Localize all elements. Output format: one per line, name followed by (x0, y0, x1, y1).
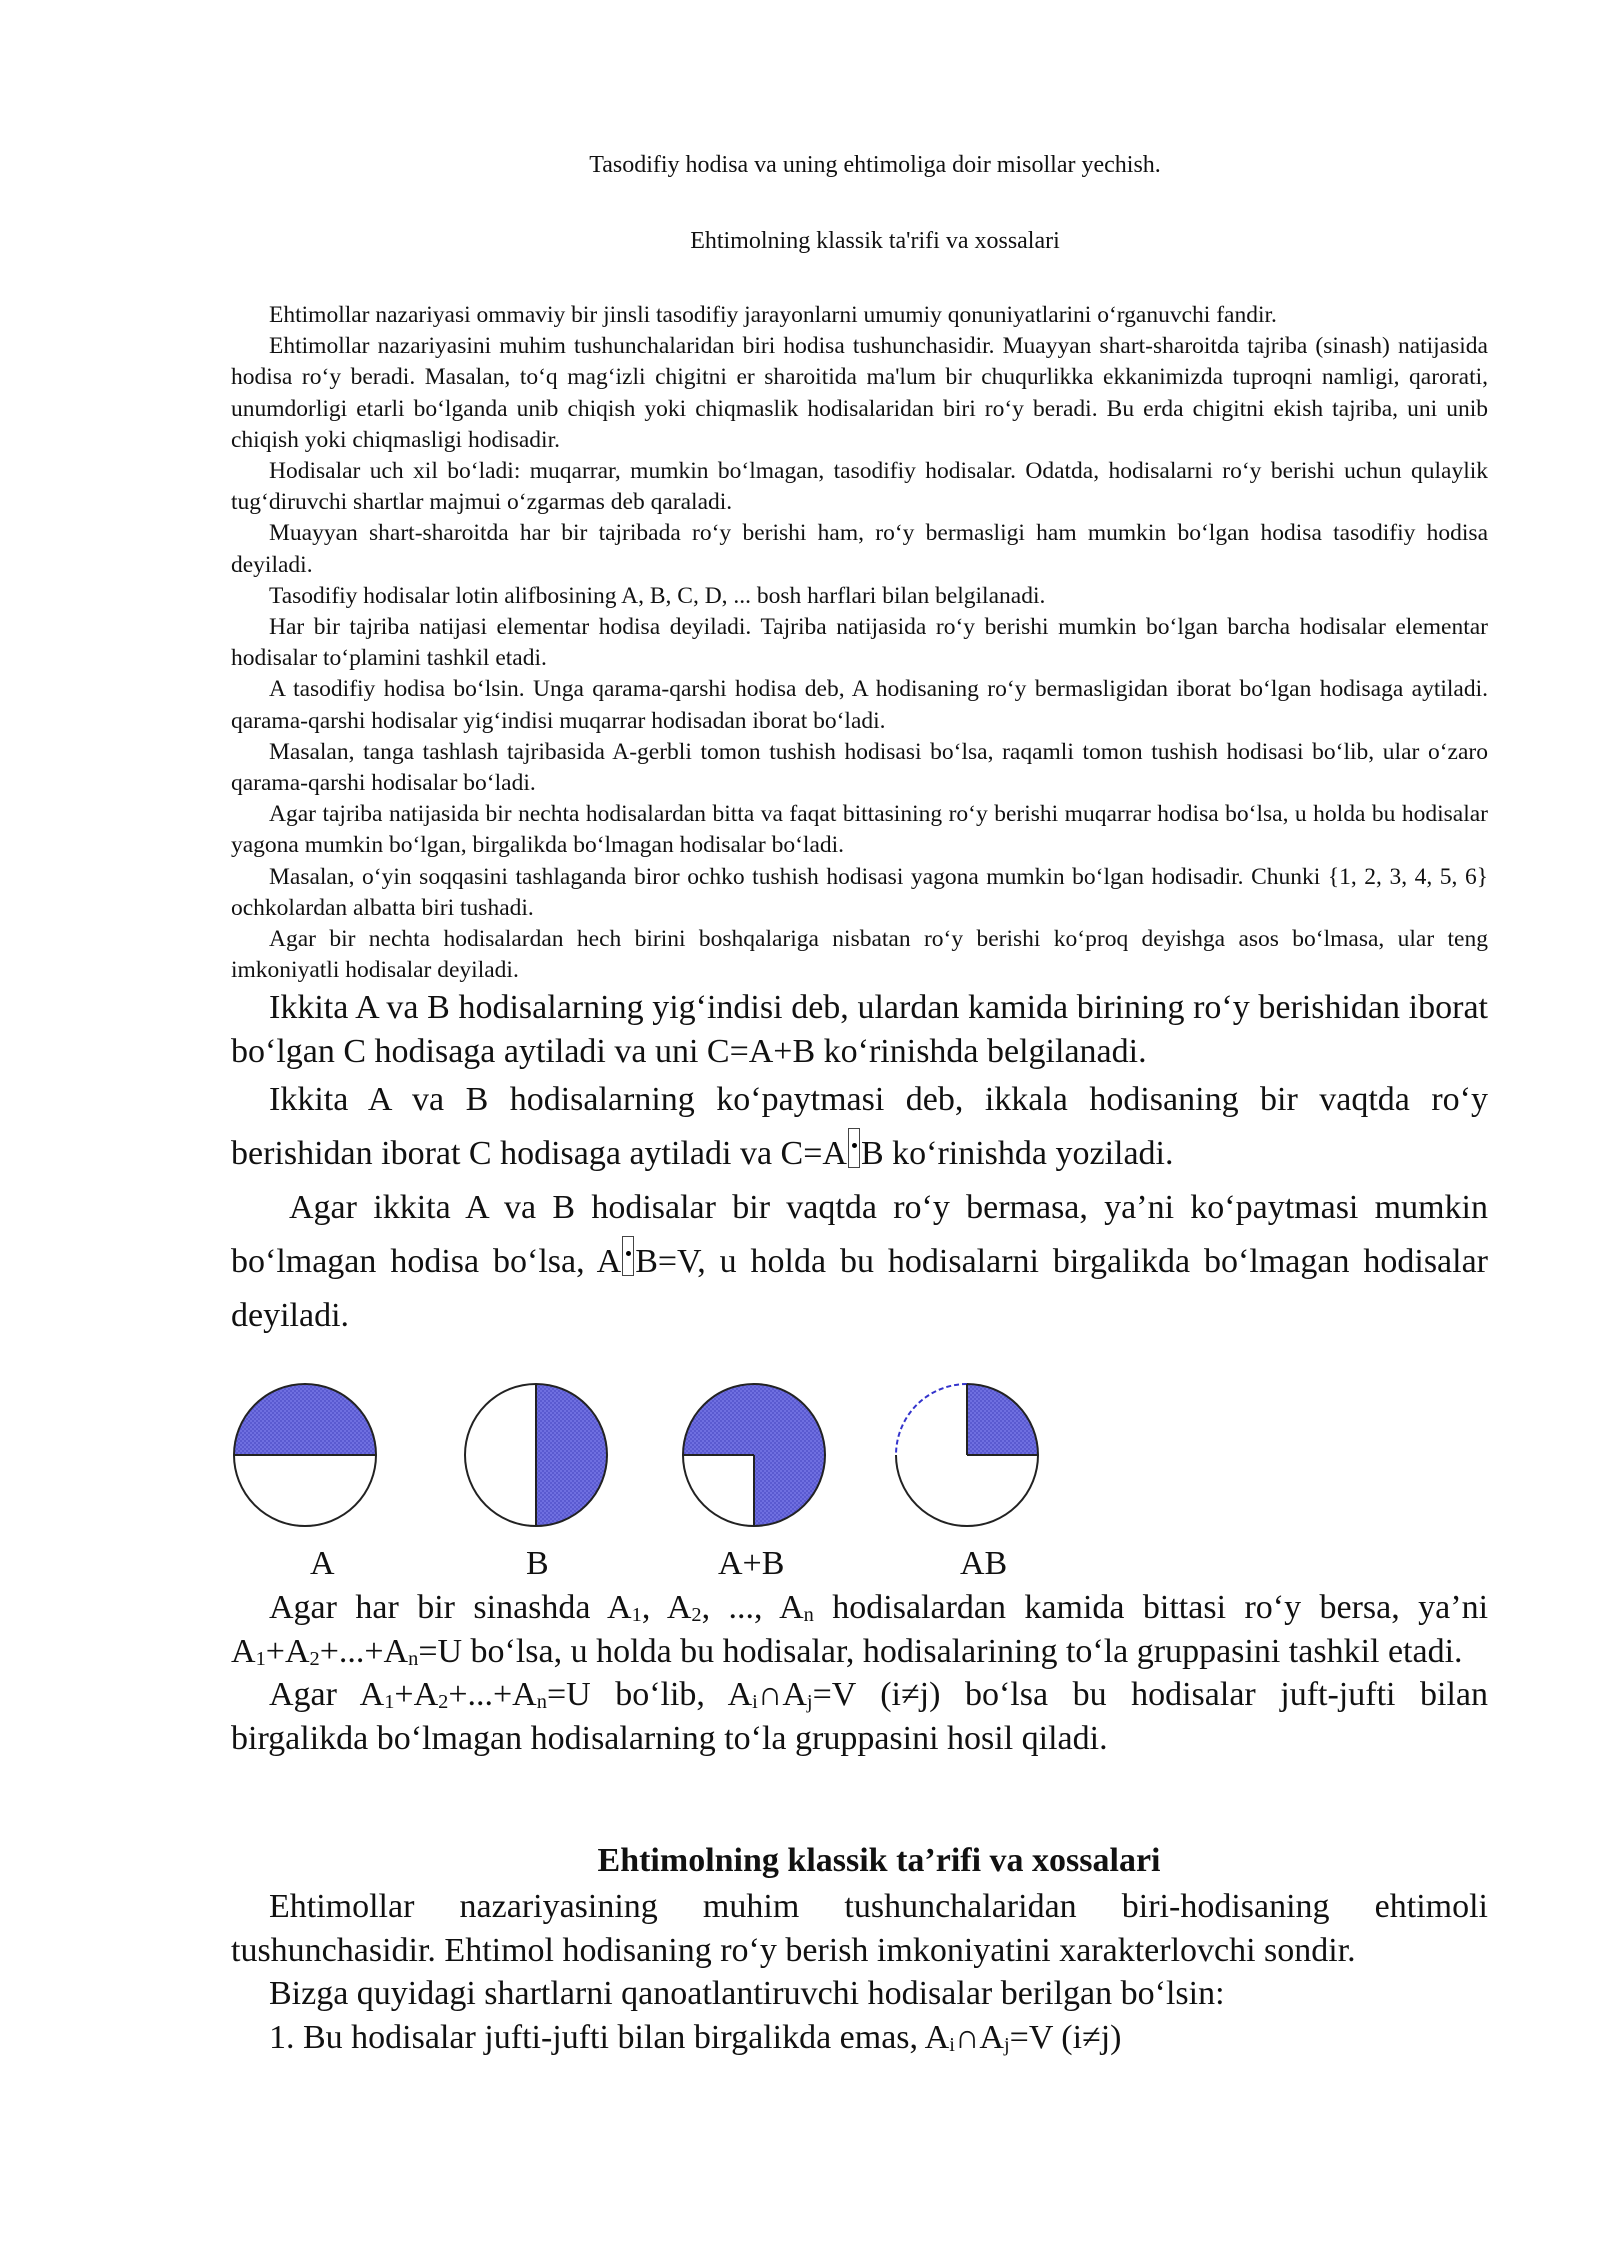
paragraph: Agar bir nechta hodisalardan hech birini boshqalariga nisbatan ro‘y berishi ko‘proq deyishga asos bo‘lmasa, ular teng imkoniyatli hodisalar deyiladi. (231, 926, 1488, 984)
circle-ab-diagram (896, 1384, 1038, 1526)
paragraph: Ehtimollar nazariyasi ommaviy bir jinsli tasodifiy jarayonlarni umumiy qonuniyatlarini o‘rganuvchi fandir. (269, 302, 1277, 328)
venn-circle-diagrams (230, 1370, 1050, 1540)
diagram-label-a-plus-b: A+B (718, 1545, 785, 1582)
diagram-label-ab: AB (960, 1545, 1008, 1582)
text-run: =U bo‘lsa, u holda bu hodisalar, hodisalarining to‘la gruppasini tashkil etadi. (418, 1632, 1463, 1670)
product-dot-icon (622, 1236, 634, 1276)
text-run: 1. Bu hodisalar jufti-jufti bilan birgalikda emas, A (269, 2018, 950, 2056)
classic-definition-section (231, 1885, 1488, 2059)
text-run: Agar A (269, 1676, 385, 1713)
circle-b-diagram (465, 1384, 607, 1526)
diagram-label-a: A (310, 1545, 335, 1582)
paragraph: Tasodifiy hodisalar lotin alifbosining A, B, C, D, ... bosh harflari bilan belgilanadi. (269, 582, 1046, 609)
paragraph: Ehtimollar nazariyasini muhim tushunchalaridan biri hodisa tushunchasidir. Muayyan shart-sharoitda tajriba (sinash) natijasida hodisa ro‘y beradi. Masalan, to‘q mag‘izli chigitni er sharoitida ma'lum bir chuqurlikka ekkanimizda tuproqni namligi, qarorati, unumdorligi etarli bo‘lganda unib chiqish yoki chiqmaslik hodisalaridan biri ro‘y beradi. Bu erda chigitni ekish tajriba, uni unib chiqish yoki chiqmasligi hodisadir. (231, 333, 1488, 453)
full-group-section (231, 1586, 1488, 1760)
intro-section (231, 300, 1488, 986)
definitions-section (231, 986, 1488, 1343)
section-heading: Ehtimolning klassik ta’rifi va xossalari (597, 1842, 1161, 1879)
product-dot-icon (848, 1128, 860, 1168)
paragraph: Hodisalar uch xil bo‘ladi: muqarrar, mumkin bo‘lmagan, tasodifiy hodisalar. Odatda, hodisalarni ro‘y berishi uchun qulaylik tug‘diruvchi shartlar majmui o‘zgarmas deb qaraladi. (231, 458, 1488, 516)
circle-a-plus-b-diagram (683, 1384, 825, 1526)
incompatible-text-end: B=V, u holda bu hodisalarni birgalikda bo‘lmagan hodisalar deyiladi. (231, 1243, 1488, 1334)
pairwise-paragraph: Agar $A_1+A_2+...+A_n=U$ bo‘lib, $A_i\cap A_j=V$ (i≠j) bo‘lsa bu hodisalar juft-jufti bilan birgalikda bo‘lmagan hodisalarning to‘la gruppasini hosil qiladi. (231, 1676, 1488, 1757)
product-definition (231, 1073, 1488, 1181)
text-run: =V (i≠j) (1009, 2018, 1122, 2056)
circle-a-diagram (234, 1384, 376, 1526)
product-text-start: Ikkita A va B hodisalarning ko‘paytmasi deb, ikkala hodisaning bir vaqtda ro‘y berishidan iborat C hodisaga aytiladi va C=A (231, 1081, 1488, 1172)
text-run: Agar har bir sinashda A (269, 1589, 632, 1626)
paragraph: Ehtimollar nazariyasining muhim tushunchalaridan biri-hodisaning ehtimoli tushunchasidir. Ehtimol hodisaning ro‘y berish imkoniyatini xarakterlovchi sondir. (231, 1888, 1488, 1969)
text-run: =U bo‘lib, A (546, 1676, 753, 1713)
product-text-end: B ko‘rinishda yoziladi. (860, 1135, 1174, 1172)
paragraph: Muayyan shart-sharoitda har bir tajribada ro‘y berishi ham, ro‘y bermasligi ham mumkin bo‘lgan hodisa tasodifiy hodisa deyiladi. (231, 520, 1488, 578)
document-title: Tasodifiy hodisa va uning ehtimoliga doir misollar yechish. (589, 152, 1161, 178)
condition-item: 1. Bu hodisalar jufti-jufti bilan birgalikda emas, $A_i\cap A_j=V$ (i≠j) (269, 2018, 1122, 2056)
paragraph: Bizga quyidagi shartlarni qanoatlantiruvchi hodisalar berilgan bo‘lsin: (269, 1975, 1225, 2012)
incompatible-definition (231, 1181, 1488, 1343)
sum-definition: Ikkita A va B hodisalarning yig‘indisi deb, ulardan kamida birining ro‘y berishidan iborat bo‘lgan C hodisaga aytiladi va uni C=A+B ko‘rinishda belgilanadi. (231, 989, 1488, 1070)
paragraph: Agar tajriba natijasida bir nechta hodisalardan bitta va faqat bittasining ro‘y berishi muqarrar hodisa bo‘lsa, u holda bu hodisalar yagona mumkin bo‘lgan, birgalikda bo‘lmagan hodisalar bo‘ladi. (231, 801, 1488, 859)
paragraph: Masalan, tanga tashlash tajribasida A-gerbli tomon tushish hodisasi bo‘lsa, raqamli tomon tushish hodisasi bo‘lib, ular o‘zaro qarama-qarshi hodisalar bo‘ladi. (231, 738, 1488, 797)
paragraph: Har bir tajriba natijasi elementar hodisa deyiladi. Tajriba natijasida ro‘y berishi mumkin bo‘lgan barcha hodisalar elementar hodisalar to‘plamini tashkil etadi. (231, 614, 1488, 672)
text-run: =V (i≠j) bo‘lsa bu hodisalar juft-jufti bilan birgalikda bo‘lmagan hodisalarning to‘la gruppasini hosil qiladi. (231, 1676, 1488, 1757)
diagram-label-b: B (526, 1545, 549, 1582)
full-group-paragraph: Agar har bir sinashda $A_1$, $A_2$, ..., $A_n$ hodisalardan kamida bittasi ro‘y bersa, ya’ni $A_1+A_2+...+A_n=U$ bo‘lsa, u holda bu hodisalar, hodisalarining to‘la gruppasini tashkil etadi. (231, 1589, 1489, 1670)
paragraph: Masalan, o‘yin soqqasini tashlaganda biror ochko tushish hodisasi yagona mumkin bo‘lgan hodisadir. Chunki {1, 2, 3, 4, 5, 6} ochkolardan albatta biri tushadi. (231, 863, 1488, 921)
paragraph: A tasodifiy hodisa bo‘lsin. Unga qarama-qarshi hodisa deb, A hodisaning ro‘y bermasligidan iborat bo‘lgan hodisaga aytiladi. qarama-qarshi hodisalar yig‘indisi muqarrar hodisadan iborat bo‘ladi. (231, 676, 1488, 734)
incompatible-text-start: Agar ikkita A va B hodisalar bir vaqtda ro‘y bermasa, ya’ni ko‘paytmasi mumkin bo‘lmagan hodisa bo‘lsa, A (231, 1189, 1488, 1280)
text-run: hodisalardan kamida bittasi ro‘y bersa, ya’ni (832, 1589, 1489, 1626)
document-subtitle: Ehtimolning klassik ta'rifi va xossalari (690, 228, 1060, 254)
